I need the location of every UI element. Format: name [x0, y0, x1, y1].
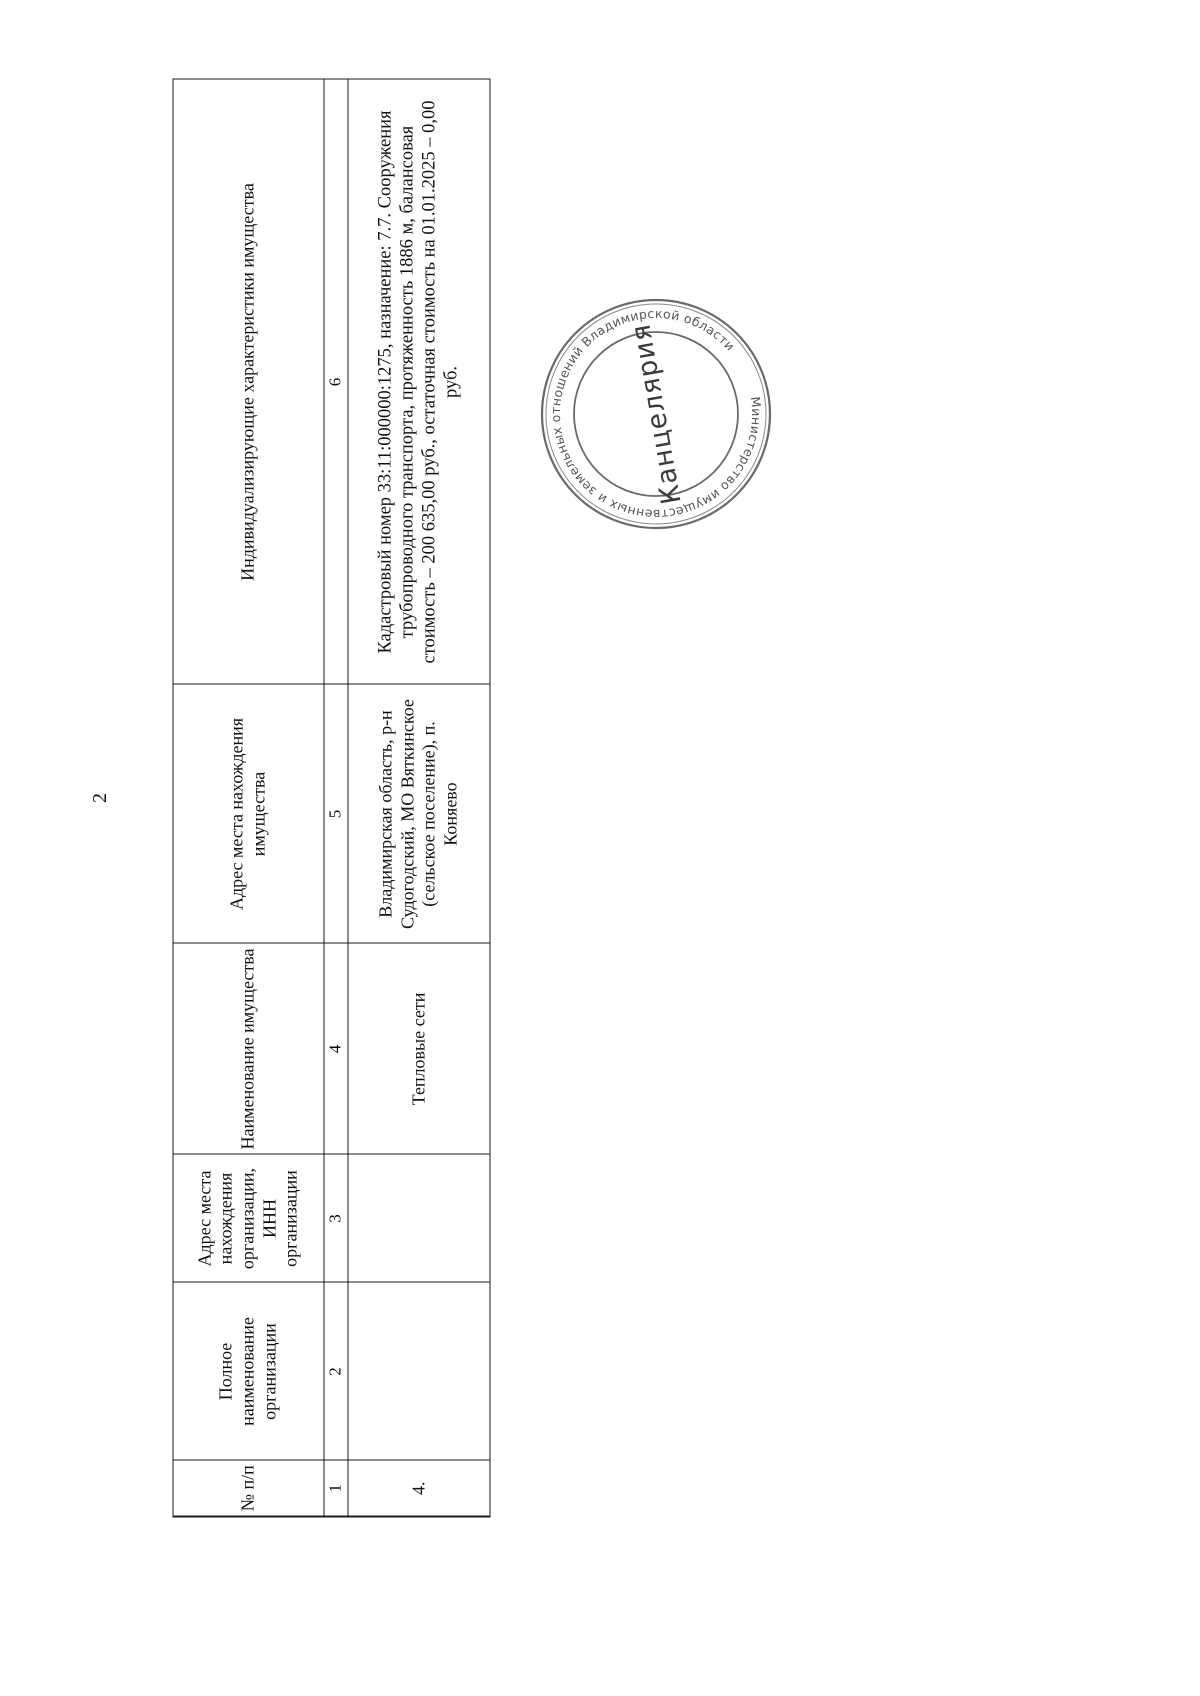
- header-cell-property-address: Адрес места нахождения имущества: [173, 684, 324, 943]
- column-number-cell: 4: [323, 943, 347, 1154]
- property-address-cell: Владимирская область, р-н Судогодский, МО Вяткинское (сельское поселение), п. Коняево: [347, 684, 489, 943]
- column-number-cell: 6: [323, 79, 347, 684]
- org-address-cell: [347, 1154, 489, 1282]
- column-number-cell: 3: [323, 1154, 347, 1282]
- table-header-row: [173, 79, 324, 1516]
- column-number-row: [323, 79, 347, 1516]
- table-row: [347, 79, 489, 1516]
- characteristics-cell: Кадастровый номер 33:11:000000:1275, назначение: 7.7. Сооружения трубопроводного транспорта, протяженность 1886 м, балансовая стоимость – 200 635,00 руб., остаточная стоимость на 01.01.2025 – 0,00 руб.: [347, 79, 489, 684]
- column-number-cell: 1: [323, 1460, 347, 1516]
- office-stamp: [538, 296, 774, 532]
- stamp-center-text: Канцелярия: [624, 321, 688, 507]
- header-cell-org-address: Адрес места нахождения организации, ИНН организации: [173, 1154, 324, 1282]
- header-cell-property-name: Наименование имущества: [173, 943, 324, 1154]
- column-number-cell: 5: [323, 684, 347, 943]
- column-number-cell: 2: [323, 1282, 347, 1460]
- property-table-container: [172, 80, 490, 1517]
- header-cell-org-name: Полное наименование организации: [173, 1282, 324, 1460]
- stamp-ring-text: Министерство имущественных и земельных отношений Владимирской области: [547, 305, 765, 523]
- header-cell-characteristics: Индивидуализирующие характеристики имущества: [173, 79, 324, 684]
- property-name-cell: Тепловые сети: [347, 943, 489, 1154]
- org-name-cell: [347, 1282, 489, 1460]
- page-number: 2: [89, 793, 111, 803]
- row-number-cell: 4.: [347, 1460, 489, 1516]
- property-table: [172, 79, 490, 1518]
- header-cell-number: № п/п: [173, 1460, 324, 1516]
